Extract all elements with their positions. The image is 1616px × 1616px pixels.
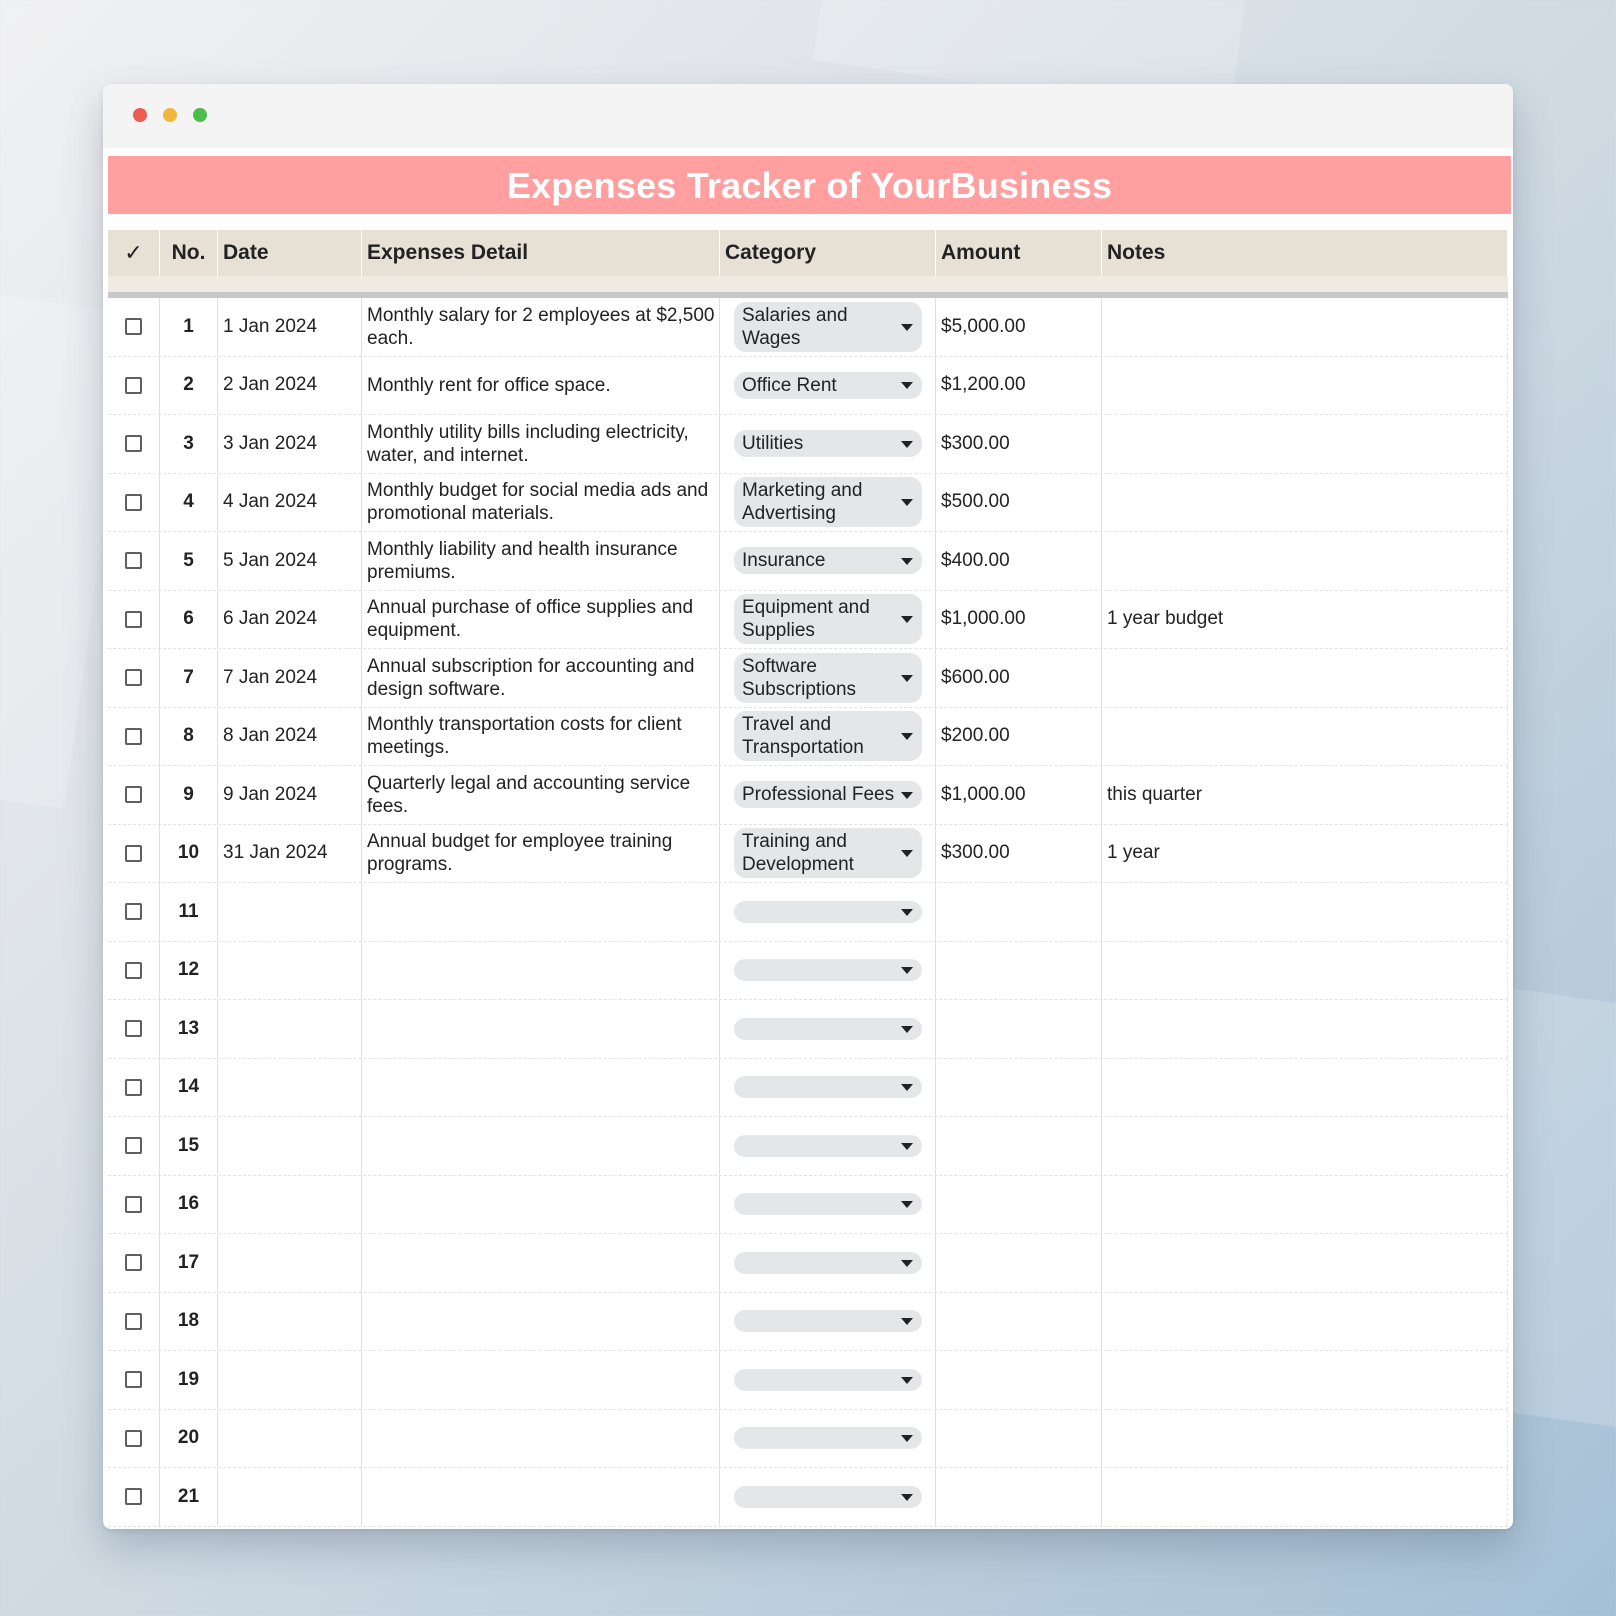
notes-cell[interactable] bbox=[1102, 532, 1508, 590]
date-cell[interactable] bbox=[218, 1117, 362, 1175]
checkbox-cell[interactable] bbox=[108, 825, 160, 883]
category-dropdown[interactable] bbox=[734, 1486, 922, 1508]
row-number[interactable]: 12 bbox=[160, 942, 218, 1000]
checkbox-cell[interactable] bbox=[108, 649, 160, 707]
row-checkbox[interactable] bbox=[125, 962, 142, 979]
expense-detail-cell[interactable]: Annual purchase of office supplies and equipment. bbox=[362, 591, 720, 649]
amount-cell[interactable] bbox=[936, 1468, 1102, 1526]
category-cell[interactable] bbox=[720, 1410, 936, 1468]
table-row bbox=[108, 532, 1508, 591]
category-cell[interactable] bbox=[720, 1234, 936, 1292]
category-cell[interactable] bbox=[720, 1351, 936, 1409]
checkbox-cell[interactable] bbox=[108, 1468, 160, 1526]
date-cell[interactable]: 9 Jan 2024 bbox=[218, 766, 362, 824]
notes-cell[interactable] bbox=[1102, 708, 1508, 766]
amount-cell[interactable] bbox=[936, 1000, 1102, 1058]
checkbox-cell[interactable] bbox=[108, 1410, 160, 1468]
table-row bbox=[108, 1176, 1508, 1235]
row-number[interactable]: 13 bbox=[160, 1000, 218, 1058]
category-cell[interactable] bbox=[720, 1059, 936, 1117]
category-dropdown[interactable] bbox=[734, 653, 922, 703]
category-dropdown[interactable] bbox=[734, 1018, 922, 1040]
table-row bbox=[108, 1234, 1508, 1293]
expense-detail-cell[interactable] bbox=[362, 1000, 720, 1058]
category-dropdown[interactable] bbox=[734, 594, 922, 644]
expense-detail-cell[interactable]: Monthly transportation costs for client meetings. bbox=[362, 708, 720, 766]
notes-cell[interactable] bbox=[1102, 1293, 1508, 1351]
row-number[interactable]: 17 bbox=[160, 1234, 218, 1292]
dropdown-caret-icon[interactable] bbox=[901, 967, 913, 974]
amount-cell[interactable] bbox=[936, 1234, 1102, 1292]
notes-cell[interactable] bbox=[1102, 1176, 1508, 1234]
checkbox-cell[interactable] bbox=[108, 708, 160, 766]
checkbox-cell[interactable] bbox=[108, 415, 160, 473]
row-checkbox[interactable] bbox=[125, 1371, 142, 1388]
category-cell[interactable] bbox=[720, 1117, 936, 1175]
expense-detail-cell[interactable] bbox=[362, 1410, 720, 1468]
table-header-row bbox=[108, 230, 1508, 276]
category-cell[interactable] bbox=[720, 1468, 936, 1526]
category-value: Equipment and Supplies bbox=[742, 597, 870, 642]
dropdown-caret-icon[interactable] bbox=[901, 1494, 913, 1501]
checkbox-cell[interactable] bbox=[108, 298, 160, 356]
category-dropdown[interactable] bbox=[734, 781, 922, 808]
category-dropdown[interactable] bbox=[734, 1193, 922, 1215]
category-value: Marketing and Advertising bbox=[742, 480, 863, 525]
row-checkbox[interactable] bbox=[125, 845, 142, 862]
dropdown-caret-icon[interactable] bbox=[901, 616, 913, 623]
table-row bbox=[108, 474, 1508, 533]
expense-detail-cell[interactable] bbox=[362, 942, 720, 1000]
table-row bbox=[108, 591, 1508, 650]
category-cell[interactable] bbox=[720, 649, 936, 707]
dropdown-caret-icon[interactable] bbox=[901, 1143, 913, 1150]
checkbox-cell[interactable] bbox=[108, 532, 160, 590]
table-row bbox=[108, 649, 1508, 708]
row-number[interactable]: 1 bbox=[160, 298, 218, 356]
column-header-expenses-detail[interactable]: Expenses Detail bbox=[362, 230, 720, 276]
date-cell[interactable] bbox=[218, 883, 362, 941]
category-cell[interactable] bbox=[720, 1176, 936, 1234]
dropdown-caret-icon[interactable] bbox=[901, 558, 913, 565]
row-number[interactable]: 18 bbox=[160, 1293, 218, 1351]
row-checkbox[interactable] bbox=[125, 435, 142, 452]
amount-cell[interactable]: $1,000.00 bbox=[936, 591, 1102, 649]
expense-detail-cell[interactable]: Annual budget for employee training programs. bbox=[362, 825, 720, 883]
date-cell[interactable] bbox=[218, 1351, 362, 1409]
dropdown-caret-icon[interactable] bbox=[901, 1026, 913, 1033]
row-number[interactable]: 3 bbox=[160, 415, 218, 473]
date-cell[interactable] bbox=[218, 1410, 362, 1468]
category-cell[interactable] bbox=[720, 1293, 936, 1351]
amount-cell[interactable] bbox=[936, 883, 1102, 941]
expense-detail-cell[interactable]: Annual subscription for accounting and design software. bbox=[362, 649, 720, 707]
row-checkbox[interactable] bbox=[125, 494, 142, 511]
dropdown-caret-icon[interactable] bbox=[901, 733, 913, 740]
category-value: Training and Development bbox=[742, 831, 854, 876]
checkbox-cell[interactable] bbox=[108, 1351, 160, 1409]
dropdown-caret-icon[interactable] bbox=[901, 1260, 913, 1267]
dropdown-caret-icon[interactable] bbox=[901, 1084, 913, 1091]
row-number[interactable]: 9 bbox=[160, 766, 218, 824]
table-row bbox=[108, 883, 1508, 942]
expense-detail-cell[interactable]: Monthly rent for office space. bbox=[362, 357, 720, 415]
amount-cell[interactable]: $600.00 bbox=[936, 649, 1102, 707]
category-value: Salaries and Wages bbox=[742, 304, 848, 349]
dropdown-caret-icon[interactable] bbox=[901, 909, 913, 916]
dropdown-caret-icon[interactable] bbox=[901, 441, 913, 448]
table-row bbox=[108, 708, 1508, 767]
checkbox-cell[interactable] bbox=[108, 1059, 160, 1117]
notes-cell[interactable] bbox=[1102, 649, 1508, 707]
checkbox-cell[interactable] bbox=[108, 766, 160, 824]
row-number[interactable]: 15 bbox=[160, 1117, 218, 1175]
table-row bbox=[108, 1410, 1508, 1469]
expense-detail-cell[interactable] bbox=[362, 1234, 720, 1292]
category-dropdown[interactable] bbox=[734, 430, 922, 457]
date-cell[interactable]: 6 Jan 2024 bbox=[218, 591, 362, 649]
table-row bbox=[108, 1468, 1508, 1527]
category-value: Insurance bbox=[742, 550, 826, 572]
column-header-amount[interactable]: Amount bbox=[936, 230, 1102, 276]
table-row bbox=[108, 357, 1508, 416]
row-number[interactable]: 2 bbox=[160, 357, 218, 415]
notes-cell[interactable] bbox=[1102, 474, 1508, 532]
row-number[interactable]: 14 bbox=[160, 1059, 218, 1117]
date-cell[interactable]: 8 Jan 2024 bbox=[218, 708, 362, 766]
table-row bbox=[108, 1351, 1508, 1410]
date-cell[interactable]: 5 Jan 2024 bbox=[218, 532, 362, 590]
dropdown-caret-icon[interactable] bbox=[901, 792, 913, 799]
row-number[interactable]: 10 bbox=[160, 825, 218, 883]
notes-cell[interactable]: 1 year bbox=[1102, 825, 1508, 883]
row-checkbox[interactable] bbox=[125, 728, 142, 745]
row-checkbox[interactable] bbox=[125, 1079, 142, 1096]
category-cell[interactable] bbox=[720, 766, 936, 824]
category-cell[interactable] bbox=[720, 591, 936, 649]
date-cell[interactable]: 4 Jan 2024 bbox=[218, 474, 362, 532]
category-cell[interactable] bbox=[720, 1000, 936, 1058]
category-cell[interactable] bbox=[720, 708, 936, 766]
notes-cell[interactable] bbox=[1102, 357, 1508, 415]
maximize-window-button[interactable] bbox=[193, 108, 207, 122]
app-window bbox=[103, 84, 1513, 1529]
expenses-table bbox=[108, 230, 1508, 1527]
amount-cell[interactable] bbox=[936, 1351, 1102, 1409]
date-cell[interactable]: 2 Jan 2024 bbox=[218, 357, 362, 415]
expense-detail-cell[interactable] bbox=[362, 1059, 720, 1117]
category-dropdown[interactable] bbox=[734, 901, 922, 923]
table-row bbox=[108, 1000, 1508, 1059]
row-checkbox[interactable] bbox=[125, 1254, 142, 1271]
table-row bbox=[108, 298, 1508, 357]
amount-cell[interactable]: $300.00 bbox=[936, 415, 1102, 473]
dropdown-caret-icon[interactable] bbox=[901, 1201, 913, 1208]
expense-detail-cell[interactable]: Monthly salary for 2 employees at $2,500 each. bbox=[362, 298, 720, 356]
dropdown-caret-icon[interactable] bbox=[901, 382, 913, 389]
category-cell[interactable] bbox=[720, 883, 936, 941]
header-spacer-row bbox=[108, 276, 1508, 292]
checkbox-cell[interactable] bbox=[108, 1117, 160, 1175]
expense-detail-cell[interactable]: Monthly liability and health insurance premiums. bbox=[362, 532, 720, 590]
row-number[interactable]: 5 bbox=[160, 532, 218, 590]
notes-cell[interactable]: this quarter bbox=[1102, 766, 1508, 824]
date-cell[interactable] bbox=[218, 1293, 362, 1351]
row-number[interactable]: 19 bbox=[160, 1351, 218, 1409]
amount-cell[interactable]: $300.00 bbox=[936, 825, 1102, 883]
amount-cell[interactable]: $1,200.00 bbox=[936, 357, 1102, 415]
date-cell[interactable] bbox=[218, 1176, 362, 1234]
category-dropdown[interactable] bbox=[734, 1252, 922, 1274]
notes-cell[interactable] bbox=[1102, 1234, 1508, 1292]
category-value: Professional Fees bbox=[742, 784, 895, 806]
table-row bbox=[108, 415, 1508, 474]
category-dropdown[interactable] bbox=[734, 1310, 922, 1332]
minimize-window-button[interactable] bbox=[163, 108, 177, 122]
category-dropdown[interactable] bbox=[734, 1135, 922, 1157]
notes-cell[interactable]: 1 year budget bbox=[1102, 591, 1508, 649]
notes-cell[interactable] bbox=[1102, 415, 1508, 473]
table-row bbox=[108, 1117, 1508, 1176]
row-number[interactable]: 6 bbox=[160, 591, 218, 649]
category-cell[interactable] bbox=[720, 415, 936, 473]
expense-detail-cell[interactable] bbox=[362, 1176, 720, 1234]
table-body bbox=[108, 298, 1508, 1527]
date-cell[interactable] bbox=[218, 1234, 362, 1292]
category-dropdown[interactable] bbox=[734, 302, 922, 352]
category-dropdown[interactable] bbox=[734, 711, 922, 761]
category-dropdown[interactable] bbox=[734, 828, 922, 878]
amount-cell[interactable] bbox=[936, 942, 1102, 1000]
dropdown-caret-icon[interactable] bbox=[901, 675, 913, 682]
amount-cell[interactable]: $5,000.00 bbox=[936, 298, 1102, 356]
row-number[interactable]: 4 bbox=[160, 474, 218, 532]
dropdown-caret-icon[interactable] bbox=[901, 1435, 913, 1442]
notes-cell[interactable] bbox=[1102, 1410, 1508, 1468]
table-row bbox=[108, 1293, 1508, 1352]
category-dropdown[interactable] bbox=[734, 1427, 922, 1449]
dropdown-caret-icon[interactable] bbox=[901, 850, 913, 857]
date-cell[interactable] bbox=[218, 1000, 362, 1058]
amount-cell[interactable] bbox=[936, 1410, 1102, 1468]
amount-cell[interactable] bbox=[936, 1117, 1102, 1175]
row-checkbox[interactable] bbox=[125, 611, 142, 628]
category-value: Utilities bbox=[742, 433, 804, 455]
dropdown-caret-icon[interactable] bbox=[901, 1377, 913, 1384]
expense-detail-cell[interactable]: Monthly utility bills including electricity, water, and internet. bbox=[362, 415, 720, 473]
dropdown-caret-icon[interactable] bbox=[901, 324, 913, 331]
amount-cell[interactable] bbox=[936, 1176, 1102, 1234]
category-cell[interactable] bbox=[720, 298, 936, 356]
column-header-no[interactable]: No. bbox=[160, 230, 218, 276]
expense-detail-cell[interactable] bbox=[362, 883, 720, 941]
checkbox-cell[interactable] bbox=[108, 1234, 160, 1292]
date-cell[interactable]: 3 Jan 2024 bbox=[218, 415, 362, 473]
row-checkbox[interactable] bbox=[125, 1313, 142, 1330]
column-header-notes[interactable]: Notes bbox=[1102, 230, 1508, 276]
date-cell[interactable] bbox=[218, 1468, 362, 1526]
row-checkbox[interactable] bbox=[125, 1488, 142, 1505]
table-row bbox=[108, 942, 1508, 1001]
notes-cell[interactable] bbox=[1102, 1468, 1508, 1526]
category-cell[interactable] bbox=[720, 942, 936, 1000]
expense-detail-cell[interactable] bbox=[362, 1351, 720, 1409]
category-dropdown[interactable] bbox=[734, 959, 922, 981]
checkbox-cell[interactable] bbox=[108, 1000, 160, 1058]
date-cell[interactable]: 7 Jan 2024 bbox=[218, 649, 362, 707]
notes-cell[interactable] bbox=[1102, 883, 1508, 941]
date-cell[interactable]: 31 Jan 2024 bbox=[218, 825, 362, 883]
notes-cell[interactable] bbox=[1102, 298, 1508, 356]
row-checkbox[interactable] bbox=[125, 1137, 142, 1154]
dropdown-caret-icon[interactable] bbox=[901, 1318, 913, 1325]
expense-detail-cell[interactable]: Monthly budget for social media ads and promotional materials. bbox=[362, 474, 720, 532]
sheet-title-banner: Expenses Tracker of YourBusiness bbox=[108, 156, 1511, 214]
column-header-category[interactable]: Category bbox=[720, 230, 936, 276]
date-cell[interactable]: 1 Jan 2024 bbox=[218, 298, 362, 356]
checkbox-cell[interactable] bbox=[108, 883, 160, 941]
checkmark-icon[interactable]: ✓ bbox=[108, 230, 160, 276]
category-dropdown[interactable] bbox=[734, 477, 922, 527]
category-cell[interactable] bbox=[720, 474, 936, 532]
category-cell[interactable] bbox=[720, 357, 936, 415]
checkbox-cell[interactable] bbox=[108, 1293, 160, 1351]
date-cell[interactable] bbox=[218, 942, 362, 1000]
row-checkbox[interactable] bbox=[125, 1020, 142, 1037]
category-dropdown[interactable] bbox=[734, 1369, 922, 1391]
category-cell[interactable] bbox=[720, 825, 936, 883]
amount-cell[interactable]: $500.00 bbox=[936, 474, 1102, 532]
notes-cell[interactable] bbox=[1102, 942, 1508, 1000]
amount-cell[interactable]: $1,000.00 bbox=[936, 766, 1102, 824]
expense-detail-cell[interactable] bbox=[362, 1293, 720, 1351]
category-value: Software Subscriptions bbox=[742, 655, 857, 700]
row-number[interactable]: 16 bbox=[160, 1176, 218, 1234]
category-cell[interactable] bbox=[720, 532, 936, 590]
close-window-button[interactable] bbox=[133, 108, 147, 122]
category-dropdown[interactable] bbox=[734, 547, 922, 574]
dropdown-caret-icon[interactable] bbox=[901, 499, 913, 506]
checkbox-cell[interactable] bbox=[108, 474, 160, 532]
table-row bbox=[108, 825, 1508, 884]
amount-cell[interactable]: $400.00 bbox=[936, 532, 1102, 590]
category-value: Travel and Transportation bbox=[742, 714, 864, 759]
window-titlebar bbox=[103, 84, 1513, 148]
expense-detail-cell[interactable] bbox=[362, 1117, 720, 1175]
row-checkbox[interactable] bbox=[125, 1196, 142, 1213]
row-number[interactable]: 20 bbox=[160, 1410, 218, 1468]
row-checkbox[interactable] bbox=[125, 318, 142, 335]
row-number[interactable]: 7 bbox=[160, 649, 218, 707]
notes-cell[interactable] bbox=[1102, 1351, 1508, 1409]
row-number[interactable]: 21 bbox=[160, 1468, 218, 1526]
checkbox-cell[interactable] bbox=[108, 357, 160, 415]
row-number[interactable]: 8 bbox=[160, 708, 218, 766]
row-checkbox[interactable] bbox=[125, 377, 142, 394]
amount-cell[interactable] bbox=[936, 1293, 1102, 1351]
row-checkbox[interactable] bbox=[125, 552, 142, 569]
category-dropdown[interactable] bbox=[734, 372, 922, 399]
row-checkbox[interactable] bbox=[125, 786, 142, 803]
notes-cell[interactable] bbox=[1102, 1000, 1508, 1058]
date-cell[interactable] bbox=[218, 1059, 362, 1117]
amount-cell[interactable]: $200.00 bbox=[936, 708, 1102, 766]
category-value: Office Rent bbox=[742, 374, 837, 396]
expense-detail-cell[interactable] bbox=[362, 1468, 720, 1526]
row-checkbox[interactable] bbox=[125, 1430, 142, 1447]
table-row bbox=[108, 766, 1508, 825]
column-header-date[interactable]: Date bbox=[218, 230, 362, 276]
checkbox-cell[interactable] bbox=[108, 591, 160, 649]
row-checkbox[interactable] bbox=[125, 669, 142, 686]
row-checkbox[interactable] bbox=[125, 903, 142, 920]
amount-cell[interactable] bbox=[936, 1059, 1102, 1117]
row-number[interactable]: 11 bbox=[160, 883, 218, 941]
table-row bbox=[108, 1059, 1508, 1118]
notes-cell[interactable] bbox=[1102, 1117, 1508, 1175]
checkbox-cell[interactable] bbox=[108, 942, 160, 1000]
notes-cell[interactable] bbox=[1102, 1059, 1508, 1117]
checkbox-cell[interactable] bbox=[108, 1176, 160, 1234]
category-dropdown[interactable] bbox=[734, 1076, 922, 1098]
expense-detail-cell[interactable]: Quarterly legal and accounting service fees. bbox=[362, 766, 720, 824]
